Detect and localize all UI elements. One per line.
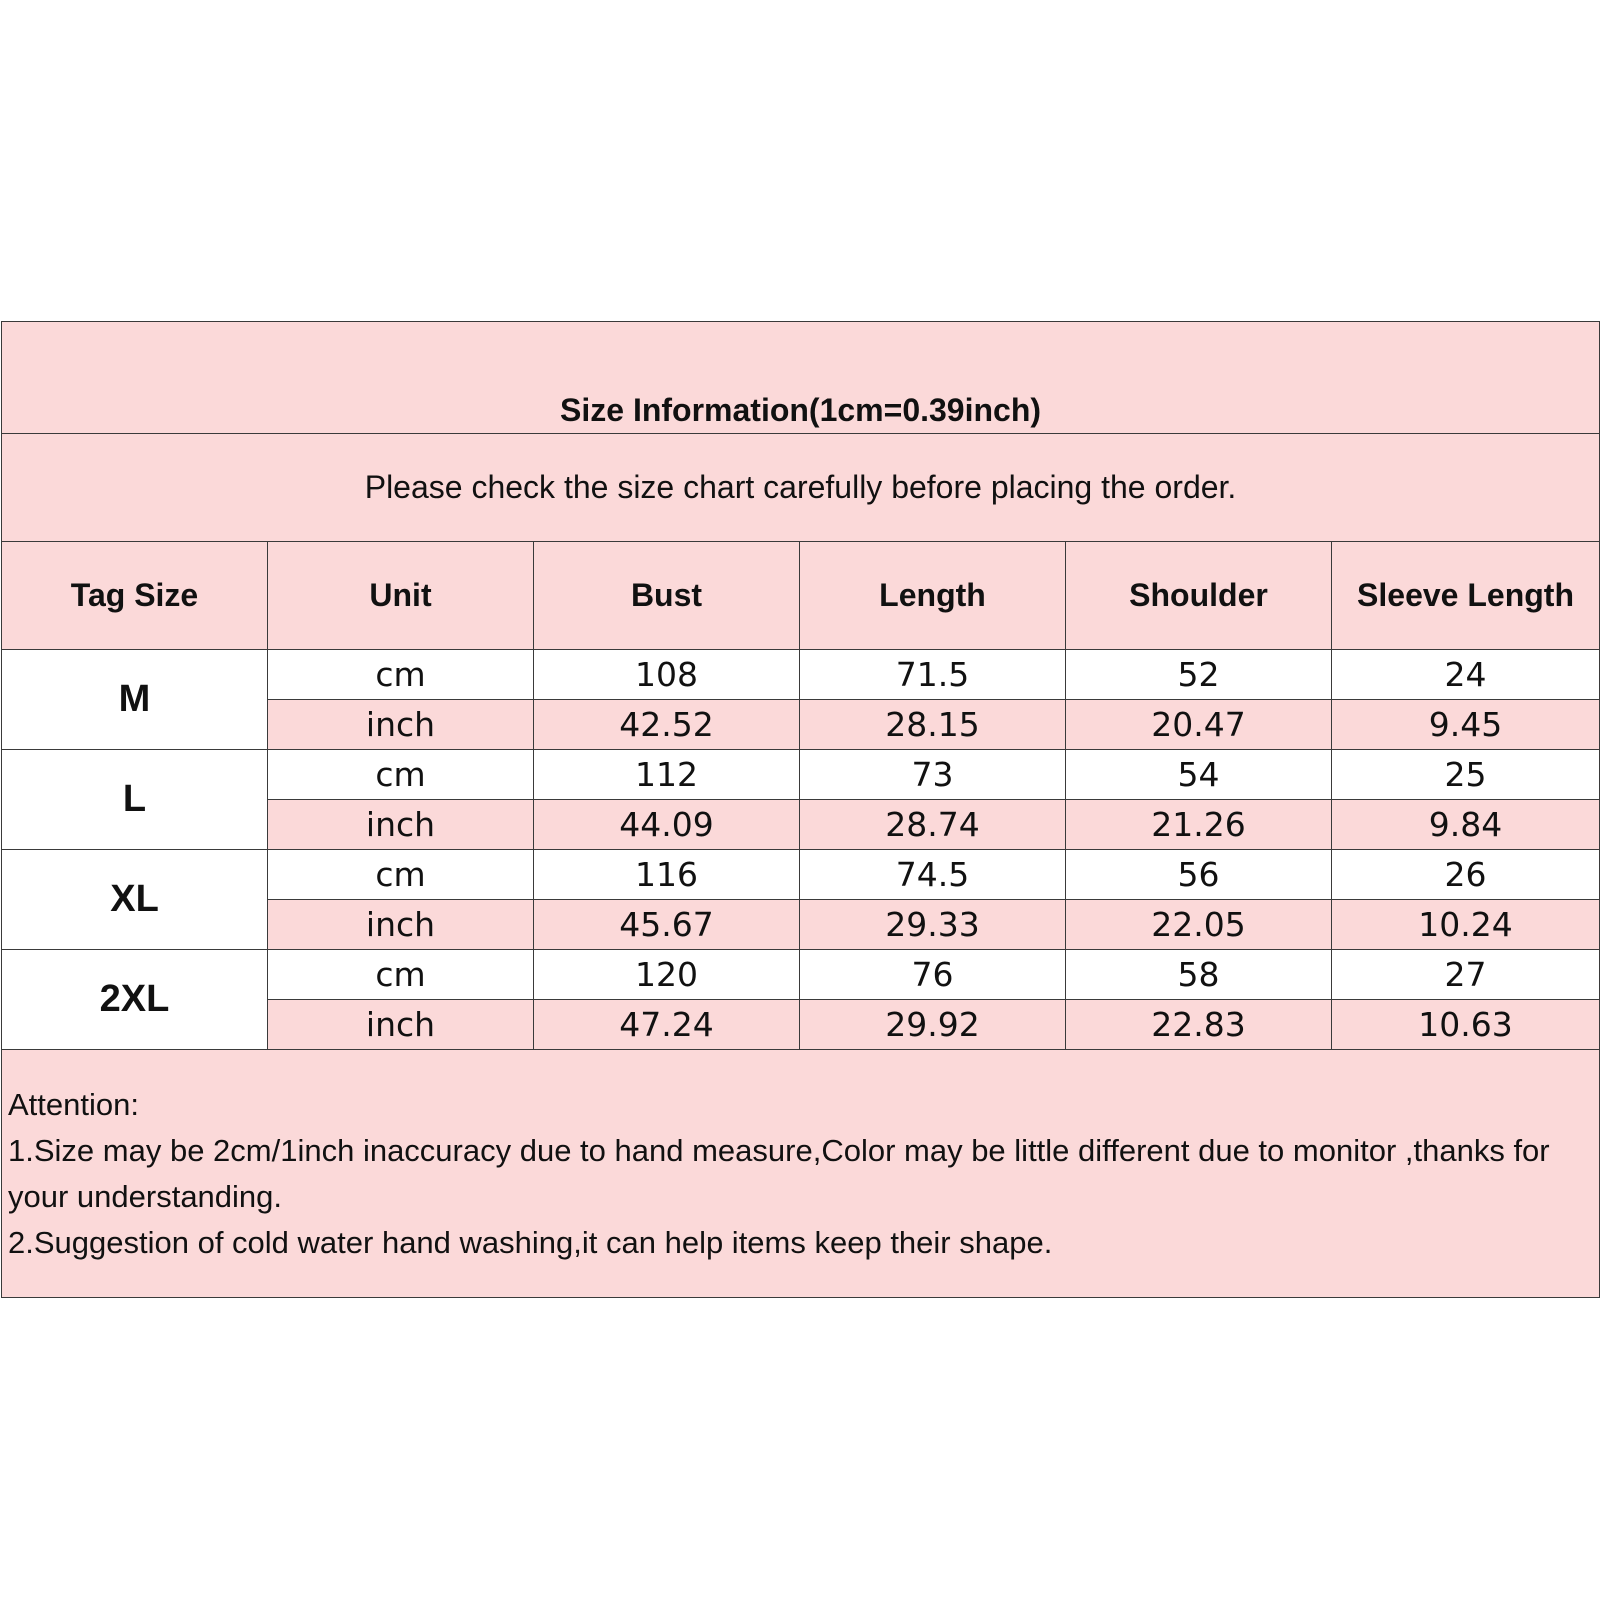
- sleeve-length-cell: 27: [1332, 950, 1600, 1000]
- unit-cell: cm: [268, 950, 534, 1000]
- table-row: [2, 750, 1600, 800]
- shoulder-cell: 22.05: [1066, 900, 1332, 950]
- size-chart-table: [1, 321, 1600, 1298]
- unit-cell: inch: [268, 700, 534, 750]
- table-row: [2, 950, 1600, 1000]
- header-sleeve-length: Sleeve Length: [1332, 542, 1600, 650]
- bust-cell: 116: [534, 850, 800, 900]
- tag-size-cell: 2XL: [2, 950, 268, 1050]
- shoulder-cell: 52: [1066, 650, 1332, 700]
- tag-size-cell: XL: [2, 850, 268, 950]
- shoulder-cell: 21.26: [1066, 800, 1332, 850]
- bust-cell: 120: [534, 950, 800, 1000]
- header-shoulder: Shoulder: [1066, 542, 1332, 650]
- length-cell: 76: [800, 950, 1066, 1000]
- unit-cell: inch: [268, 1000, 534, 1050]
- sleeve-length-cell: 24: [1332, 650, 1600, 700]
- bust-cell: 108: [534, 650, 800, 700]
- length-cell: 29.33: [800, 900, 1066, 950]
- attention-note-2: 2.Suggestion of cold water hand washing,it can help items keep their shape.: [8, 1225, 1053, 1260]
- length-cell: 71.5: [800, 650, 1066, 700]
- bust-cell: 44.09: [534, 800, 800, 850]
- attention-note-1: 1.Size may be 2cm/1inch inaccuracy due to hand measure,Color may be little different due to monitor ,thanks for your understanding.: [8, 1133, 1550, 1214]
- bust-cell: 47.24: [534, 1000, 800, 1050]
- length-cell: 73: [800, 750, 1066, 800]
- sleeve-length-cell: 26: [1332, 850, 1600, 900]
- attention-heading: Attention:: [8, 1087, 139, 1122]
- length-cell: 28.74: [800, 800, 1066, 850]
- header-bust: Bust: [534, 542, 800, 650]
- attention-notes: [2, 1050, 1600, 1298]
- header-unit: Unit: [268, 542, 534, 650]
- unit-cell: inch: [268, 800, 534, 850]
- shoulder-cell: 20.47: [1066, 700, 1332, 750]
- unit-cell: inch: [268, 900, 534, 950]
- header-row: [2, 542, 1600, 650]
- bust-cell: 112: [534, 750, 800, 800]
- bust-cell: 45.67: [534, 900, 800, 950]
- size-chart-subtitle: Please check the size chart carefully before placing the order.: [2, 434, 1600, 542]
- table-row: [2, 650, 1600, 700]
- unit-cell: cm: [268, 650, 534, 700]
- shoulder-cell: 54: [1066, 750, 1332, 800]
- size-chart-title: Size Information(1cm=0.39inch): [2, 322, 1600, 434]
- sleeve-length-cell: 10.63: [1332, 1000, 1600, 1050]
- length-cell: 74.5: [800, 850, 1066, 900]
- shoulder-cell: 58: [1066, 950, 1332, 1000]
- bust-cell: 42.52: [534, 700, 800, 750]
- shoulder-cell: 56: [1066, 850, 1332, 900]
- unit-cell: cm: [268, 750, 534, 800]
- tag-size-cell: M: [2, 650, 268, 750]
- sleeve-length-cell: 25: [1332, 750, 1600, 800]
- table-row: [2, 850, 1600, 900]
- header-tag-size: Tag Size: [2, 542, 268, 650]
- unit-cell: cm: [268, 850, 534, 900]
- length-cell: 29.92: [800, 1000, 1066, 1050]
- sleeve-length-cell: 9.84: [1332, 800, 1600, 850]
- sleeve-length-cell: 10.24: [1332, 900, 1600, 950]
- tag-size-cell: L: [2, 750, 268, 850]
- sleeve-length-cell: 9.45: [1332, 700, 1600, 750]
- length-cell: 28.15: [800, 700, 1066, 750]
- header-length: Length: [800, 542, 1066, 650]
- shoulder-cell: 22.83: [1066, 1000, 1332, 1050]
